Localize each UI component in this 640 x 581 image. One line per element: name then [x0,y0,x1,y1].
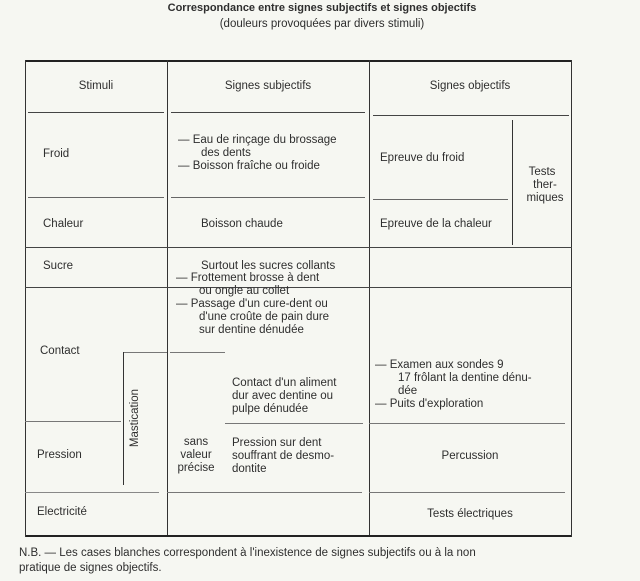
tests-thermiques-label: ther- [533,179,557,191]
table-bottom-border [25,535,572,537]
subjective-line: Pression sur dent [232,437,322,449]
stimulus-electricite: Electricité [37,506,87,518]
row-divider [171,197,365,198]
subjective-line: — Boisson fraîche ou froide [178,160,320,172]
subjective-line: Contact d'un aliment [232,377,337,389]
column-divider [369,60,370,535]
subjective-line: d'une croûte de pain dure [199,311,330,323]
objective-line: — Examen aux sondes 9 [375,359,504,371]
mastication-top-line [123,352,167,353]
subjective-line: des dents [201,147,251,159]
row-divider [25,421,121,422]
row-divider [28,112,164,113]
sans-valeur-label: sans [183,436,209,448]
table-title: Correspondance entre signes subjectifs et signes objectifs [167,2,477,14]
subjective-line: — Eau de rinçage du brossage [178,134,337,146]
row-divider [25,247,572,248]
sans-valeur-label: valeur [180,449,212,461]
row-divider [373,115,569,116]
subjective-chaleur: Boisson chaude [201,218,283,230]
header-objective: Signes objectifs [429,80,511,92]
row-divider [25,287,572,288]
objective-percussion: Percussion [441,450,499,462]
row-divider [167,492,362,493]
table-subtitle: (douleurs provoquées par divers stimuli) [219,18,425,30]
tests-thermiques-label: miques [526,192,564,204]
objective-line: 17 frôlant la dentine dénu- [398,372,532,384]
objective-chaleur: Epreuve de la chaleur [380,218,492,230]
row-divider [225,423,363,424]
stimulus-sucre: Sucre [43,260,74,272]
subjective-line: sur dentine dénudée [199,324,304,336]
tests-thermiques-divider [512,120,513,245]
stimulus-pression: Pression [37,449,82,461]
header-stimuli: Stimuli [78,80,114,92]
footnote-line: pratique de signes objectifs. [19,562,162,574]
tests-thermiques-label: Tests [528,166,556,178]
objective-electricite: Tests électriques [427,508,513,520]
objective-line: dée [398,385,418,397]
row-divider [369,492,565,493]
sans-valeur-label: précise [177,462,215,474]
mastication-label: Mastication [129,388,141,448]
row-divider [171,112,365,113]
row-divider [369,423,565,424]
stimulus-froid: Froid [43,148,70,160]
subjective-line: — Passage d'un cure-dent ou [176,298,328,310]
objective-line: — Puits d'exploration [375,398,484,410]
stimulus-contact: Contact [40,345,80,357]
subjective-line: dur avec dentine ou [232,390,334,402]
header-subjective: Signes subjectifs [224,80,312,92]
table-left-border [25,60,26,537]
subjective-line: — Frottement brosse à dent [176,272,320,284]
row-divider [28,197,164,198]
table-top-border [25,60,572,62]
subjective-line: ou ongle au collet [199,285,290,297]
stimulus-chaleur: Chaleur [43,218,84,230]
row-divider [25,492,159,493]
footnote-line: N.B. — Les cases blanches correspondent à l'inexistence de signes subjectifs ou à la non [19,547,476,559]
subjective-sucre: Surtout les sucres collants [201,260,336,272]
row-divider [373,199,508,200]
subjective-line: pulpe dénudée [232,403,309,415]
mastication-top-line [170,352,225,353]
table-right-border [571,60,572,537]
subjective-line: souffrant de desmo- [232,450,335,462]
subjective-line: dontite [232,463,267,475]
mastication-divider [123,352,124,485]
objective-froid: Epreuve du froid [380,152,465,164]
